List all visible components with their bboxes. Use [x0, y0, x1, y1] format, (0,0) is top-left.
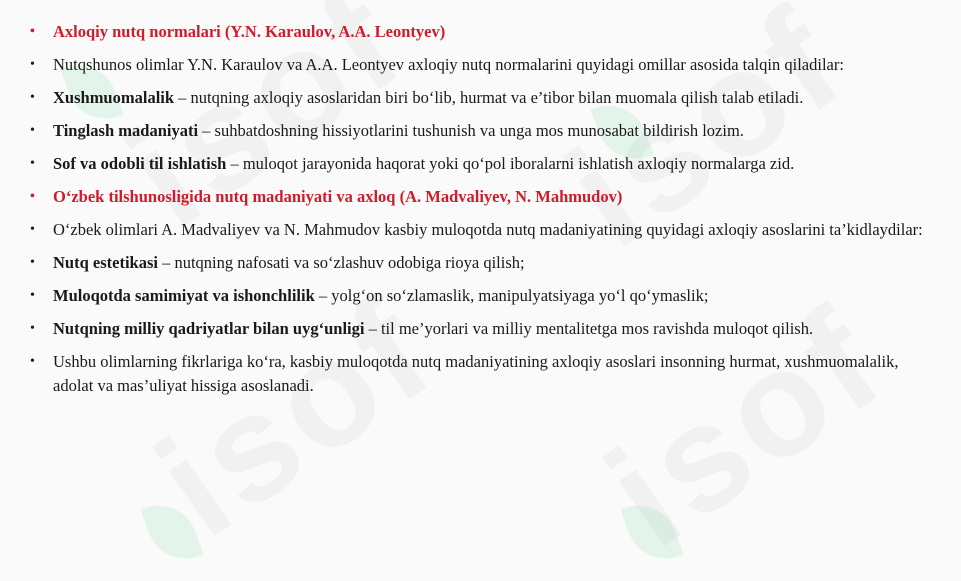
bullet-icon: • [30, 90, 35, 105]
bullet-item [28, 284, 933, 308]
bullet-item [28, 152, 933, 176]
bullet-icon: • [30, 189, 35, 204]
bullet-item [28, 86, 933, 110]
bullet-item [28, 53, 933, 77]
bullet-text: – muloqot jarayonida haqorat yoki qo‘pol iboralarni ishlatish axloqiy normalarga zid. [226, 154, 795, 173]
bullet-term: Sof va odobli til ishlatish [53, 154, 227, 173]
section-heading [28, 20, 933, 44]
bullet-list [28, 20, 933, 398]
heading-text: O‘zbek tilshunosligida nutq madaniyati va axloq (A. Madvaliyev, N. Mahmudov) [53, 187, 623, 206]
bullet-icon: • [30, 354, 35, 369]
bullet-text: – yolg‘on so‘zlamaslik, manipulyatsiyaga yo‘l qo‘ymaslik; [314, 286, 709, 305]
bullet-icon: • [30, 288, 35, 303]
bullet-term: Nutqning milliy qadriyatlar bilan uyg‘unligi [53, 319, 365, 338]
bullet-text: Nutqshunos olimlar Y.N. Karaulov va A.A. Leontyev axloqiy nutq normalarini quyidagi omillar asosida talqin qiladilar: [53, 55, 844, 74]
watermark-leaf-icon [140, 494, 203, 569]
heading-text: Axloqiy nutq normalari (Y.N. Karaulov, A.A. Leontyev) [53, 22, 446, 41]
bullet-item [28, 251, 933, 275]
slide-content [28, 20, 933, 407]
bullet-text: – nutqning nafosati va so‘zlashuv odobiga rioya qilish; [157, 253, 525, 272]
bullet-term: Tinglash madaniyati [53, 121, 199, 140]
bullet-item [28, 317, 933, 341]
bullet-text: – suhbatdoshning hissiyotlarini tushunish va unga mos munosabat bildirish lozim. [198, 121, 744, 140]
bullet-icon: • [30, 24, 35, 39]
bullet-text: O‘zbek olimlari A. Madvaliyev va N. Mahmudov kasbiy muloqotda nutq madaniyatining quyidagi axloqiy asoslarini ta’kidlaydilar: [53, 220, 923, 239]
watermark-leaf-icon [620, 494, 683, 569]
section-heading [28, 185, 933, 209]
bullet-text: – til me’yorlari va milliy mentalitetga mos ravishda muloqot qilish. [364, 319, 814, 338]
bullet-icon: • [30, 255, 35, 270]
bullet-icon: • [30, 156, 35, 171]
bullet-item [28, 218, 933, 242]
bullet-icon: • [30, 123, 35, 138]
bullet-text: Ushbu olimlarning fikrlariga ko‘ra, kasbiy muloqotda nutq madaniyatining axloqiy asoslari insonning hurmat, xushmuomalalik, adolat va mas’uliyat hissiga asoslanadi. [53, 352, 899, 395]
bullet-item [28, 350, 933, 398]
bullet-term: Nutq estetikasi [53, 253, 158, 272]
bullet-text: – nutqning axloqiy asoslaridan biri bo‘lib, hurmat va e’tibor bilan muomala qilish talab etiladi. [174, 88, 804, 107]
bullet-item [28, 119, 933, 143]
bullet-term: Xushmuomalalik [53, 88, 175, 107]
bullet-icon: • [30, 222, 35, 237]
bullet-icon: • [30, 57, 35, 72]
bullet-icon: • [30, 321, 35, 336]
bullet-term: Muloqotda samimiyat va ishonchlilik [53, 286, 315, 305]
